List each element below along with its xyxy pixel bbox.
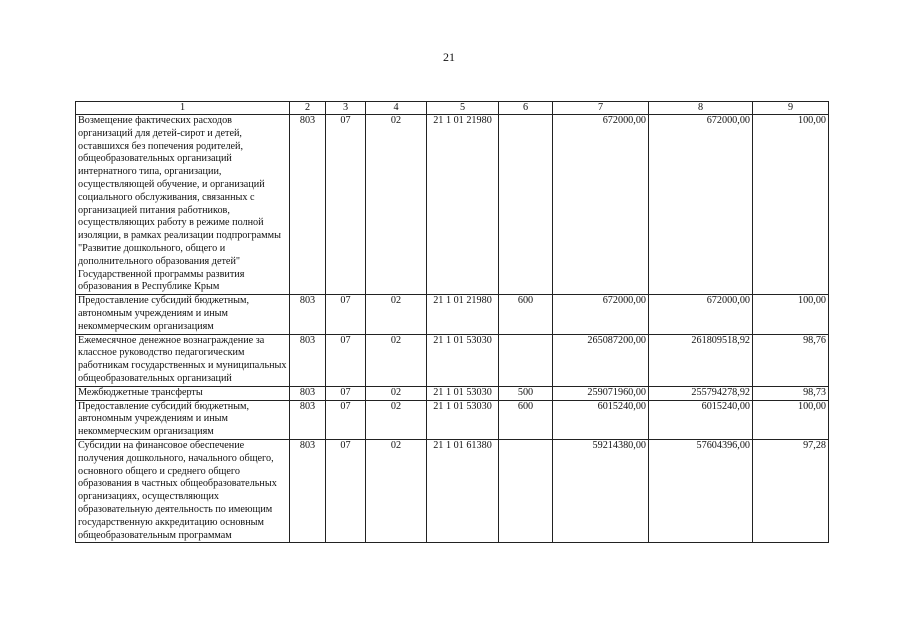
cell-executed: 672000,00: [649, 295, 753, 334]
cell-expense-type: 600: [499, 400, 553, 439]
cell-percent: 98,76: [753, 334, 829, 386]
cell-percent: 97,28: [753, 439, 829, 542]
cell-section: 07: [326, 439, 366, 542]
header-row: [76, 102, 829, 115]
table-row: [76, 439, 829, 542]
cell-planned: 672000,00: [553, 295, 649, 334]
cell-planned: 672000,00: [553, 115, 649, 295]
budget-table: [75, 101, 829, 543]
cell-planned: 6015240,00: [553, 400, 649, 439]
cell-section: 07: [326, 115, 366, 295]
cell-target-article: 21 1 01 61380: [427, 439, 499, 542]
cell-subsection: 02: [366, 334, 427, 386]
cell-target-article: 21 1 01 21980: [427, 115, 499, 295]
cell-section: 07: [326, 295, 366, 334]
table-row: [76, 400, 829, 439]
cell-subsection: 02: [366, 439, 427, 542]
column-header: 2: [290, 102, 326, 115]
cell-executed: 672000,00: [649, 115, 753, 295]
cell-gov-code: 803: [290, 115, 326, 295]
cell-section: 07: [326, 386, 366, 400]
cell-subsection: 02: [366, 400, 427, 439]
cell-section: 07: [326, 400, 366, 439]
cell-percent: 100,00: [753, 115, 829, 295]
column-header: 8: [649, 102, 753, 115]
cell-subsection: 02: [366, 386, 427, 400]
column-header: 4: [366, 102, 427, 115]
page-number: 21: [443, 50, 455, 64]
cell-target-article: 21 1 01 21980: [427, 295, 499, 334]
row-description: Предоставление субсидий бюджетным, автономным учреждениям и иным некоммерческим организациям: [76, 400, 290, 439]
cell-executed: 57604396,00: [649, 439, 753, 542]
column-header: 9: [753, 102, 829, 115]
cell-subsection: 02: [366, 295, 427, 334]
cell-section: 07: [326, 334, 366, 386]
cell-gov-code: 803: [290, 295, 326, 334]
cell-target-article: 21 1 01 53030: [427, 386, 499, 400]
row-description: Предоставление субсидий бюджетным, автономным учреждениям и иным некоммерческим организациям: [76, 295, 290, 334]
cell-gov-code: 803: [290, 386, 326, 400]
cell-percent: 98,73: [753, 386, 829, 400]
cell-executed: 6015240,00: [649, 400, 753, 439]
column-header: 6: [499, 102, 553, 115]
row-description: Межбюджетные трансферты: [76, 386, 290, 400]
column-header: 1: [76, 102, 290, 115]
column-header: 5: [427, 102, 499, 115]
cell-gov-code: 803: [290, 400, 326, 439]
cell-expense-type: 500: [499, 386, 553, 400]
row-description: Ежемесячное денежное вознаграждение за классное руководство педагогическим работникам государственных и муниципальных общеобразовательных организаций: [76, 334, 290, 386]
cell-expense-type: [499, 439, 553, 542]
cell-planned: 259071960,00: [553, 386, 649, 400]
table-row: [76, 115, 829, 295]
cell-gov-code: 803: [290, 439, 326, 542]
table-row: [76, 334, 829, 386]
cell-gov-code: 803: [290, 334, 326, 386]
cell-executed: 255794278,92: [649, 386, 753, 400]
cell-expense-type: [499, 115, 553, 295]
column-header: 3: [326, 102, 366, 115]
column-header: 7: [553, 102, 649, 115]
cell-subsection: 02: [366, 115, 427, 295]
cell-target-article: 21 1 01 53030: [427, 400, 499, 439]
table-row: [76, 295, 829, 334]
cell-expense-type: 600: [499, 295, 553, 334]
cell-planned: 59214380,00: [553, 439, 649, 542]
cell-executed: 261809518,92: [649, 334, 753, 386]
cell-target-article: 21 1 01 53030: [427, 334, 499, 386]
cell-planned: 265087200,00: [553, 334, 649, 386]
row-description: Возмещение фактических расходов организаций для детей-сирот и детей, оставшихся без попечения родителей, общеобразовательных организаций интернатного типа, организации, осуществляющей обучение, и организаций социального обслуживания, связанных с организацией питания работников, осуществляющих работу в режиме полной изоляции, в рамках реализации подпрограммы "Развитие дошкольного, общего и дополнительного образования детей" Государственной программы развития образования в Республике Крым: [76, 115, 290, 295]
cell-percent: 100,00: [753, 295, 829, 334]
cell-expense-type: [499, 334, 553, 386]
table-row: [76, 386, 829, 400]
cell-percent: 100,00: [753, 400, 829, 439]
row-description: Субсидии на финансовое обеспечение получения дошкольного, начального общего, основного общего и среднего общего образования в частных общеобразовательных организациях, осуществляющих образовательную деятельность по имеющим государственную аккредитацию основным общеобразовательным программам: [76, 439, 290, 542]
